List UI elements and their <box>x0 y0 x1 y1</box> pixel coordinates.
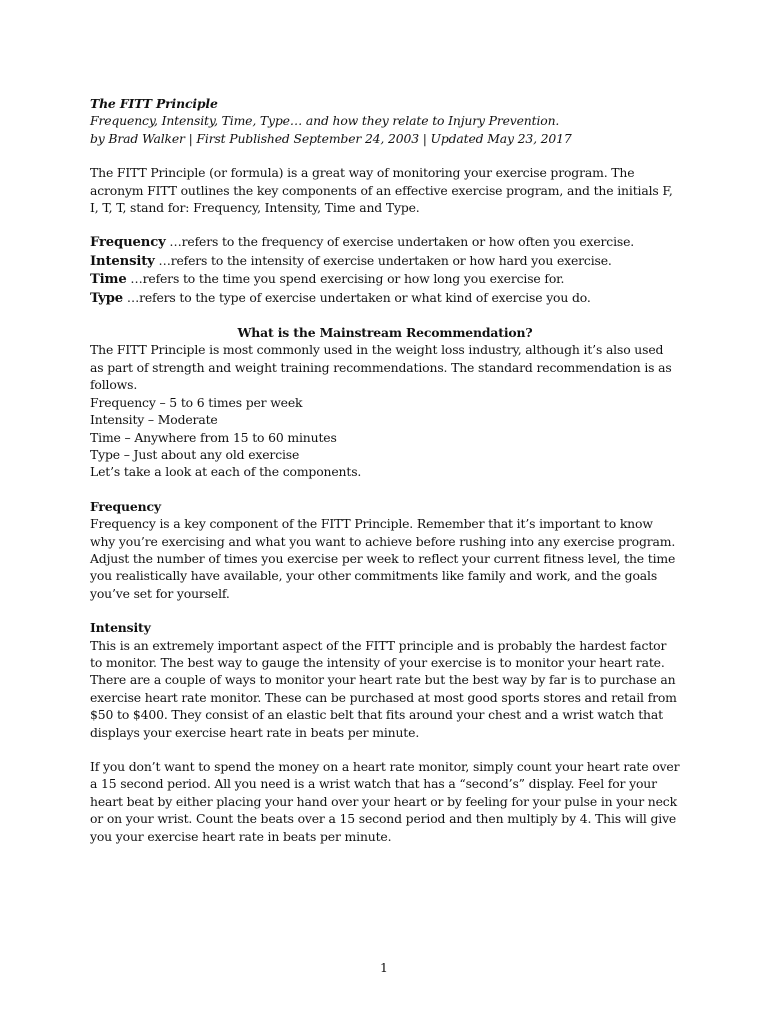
page-number: 1 <box>380 960 388 975</box>
frequency-paragraph: Frequency is a key component of the FITT Principle. Remember that it’s important to know why you’re exercising and what you want to achieve before rushing into any exercise program. Adjust the number of times you exercise per week to reflect your current fitness level, the time you realistically have available, your other commitments like family and work, and the goals you’ve set for yourself. <box>90 516 676 601</box>
recommendation-list <box>90 394 680 464</box>
recommendation-initial: T <box>90 446 99 462</box>
mainstream-heading: What is the Mainstream Recommendation? <box>237 325 533 341</box>
mainstream-closing: Let’s take a look at each of the components. <box>90 464 362 480</box>
recommendation-item <box>90 411 680 428</box>
definition-text: …refers to the intensity of exercise undertaken or how hard you exercise. <box>154 252 612 268</box>
document-page <box>90 95 680 845</box>
frequency-heading: Frequency <box>90 498 161 514</box>
definition-type <box>90 289 680 307</box>
definition-term: Intensity <box>90 253 155 269</box>
recommendation-rest: ime – Anywhere from 15 to 60 minutes <box>98 429 337 445</box>
recommendation-item <box>90 394 680 411</box>
mainstream-paragraph: The FITT Principle is most commonly used in the weight loss industry, although it’s also used as part of strength and weight training recommendations. The standard recommendation is as follows. <box>90 342 672 393</box>
recommendation-item <box>90 429 680 446</box>
recommendation-initial: F <box>90 394 99 410</box>
definition-term: Time <box>90 272 127 288</box>
definition-text: …refers to the type of exercise undertaken or what kind of exercise you do. <box>123 289 591 305</box>
definition-intensity <box>90 252 680 270</box>
intensity-paragraph-1: This is an extremely important aspect of the FITT principle and is probably the hardest factor to monitor. The best way to gauge the intensity of your exercise is to monitor your heart rate. There are a couple of ways to monitor your heart rate but the best way by far is to purchase an exercise heart rate monitor. These can be purchased at most good sports stores and retail from $50 to $400. They consist of an elastic belt that fits around your chest and a wrist watch that displays your exercise heart rate in beats per minute. <box>90 637 677 740</box>
recommendation-initial: T <box>90 429 99 445</box>
intensity-paragraph-2: If you don’t want to spend the money on a heart rate monitor, simply count your heart rate over a 15 second period. All you need is a wrist watch that has a “second’s” display. Feel for your heart beat by either placing your hand over your heart or by feeling for your pulse in your neck or on your wrist. Count the beats over a 15 second period and then multiply by 4. This will give you your exercise heart rate in beats per minute. <box>90 759 680 844</box>
recommendation-rest: requency – 5 to 6 times per week <box>98 394 303 410</box>
definition-time <box>90 270 680 288</box>
definition-term: Frequency <box>90 235 166 251</box>
definition-frequency <box>90 233 680 251</box>
definition-text: …refers to the frequency of exercise undertaken or how often you exercise. <box>165 234 635 250</box>
intro-paragraph: The FITT Principle (or formula) is a great way of monitoring your exercise program. The acronym FITT outlines the key components of an effective exercise program, and the initials F, I, T, T, stand for: Frequency, Intensity, Time and Type. <box>90 165 673 216</box>
intensity-heading: Intensity <box>90 620 151 636</box>
definition-term: Type <box>90 290 124 306</box>
definition-text: …refers to the time you spend exercising or how long you exercise for. <box>126 271 565 287</box>
document-subtitle: Frequency, Intensity, Time, Type… and how they relate to Injury Prevention. <box>90 113 560 129</box>
recommendation-rest: ntensity – Moderate <box>94 412 218 428</box>
document-byline: by Brad Walker | First Published September 24, 2003 | Updated May 23, 2017 <box>90 130 572 146</box>
document-title: The FITT Principle <box>90 96 218 111</box>
recommendation-item <box>90 446 680 463</box>
recommendation-initial: I <box>90 412 95 428</box>
definitions-list <box>90 233 680 307</box>
recommendation-rest: ype – Just about any old exercise <box>98 446 300 462</box>
